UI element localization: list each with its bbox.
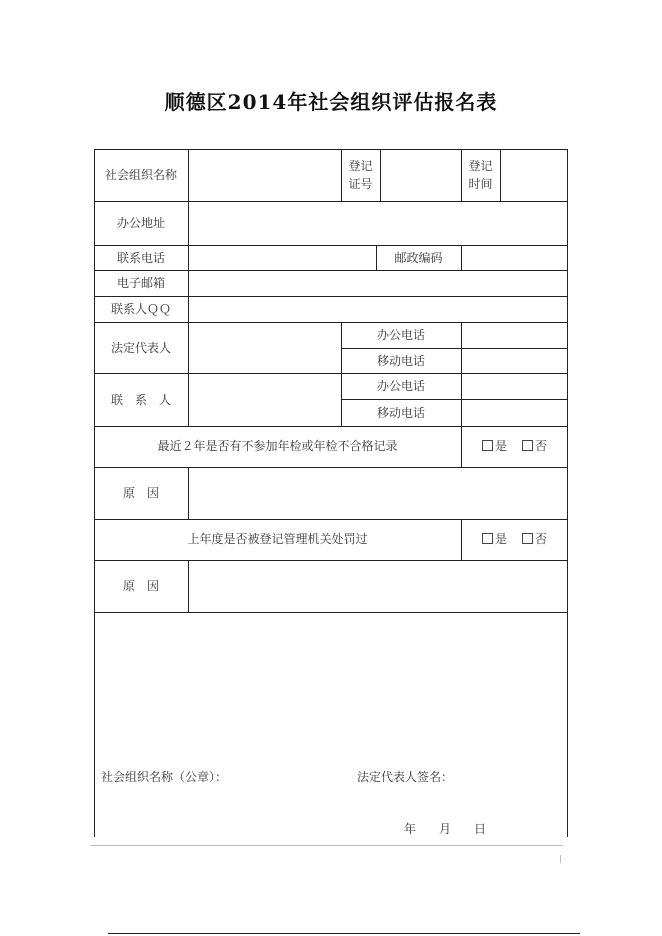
contact-phone-label: 联系电话 <box>116 251 165 265</box>
legal-rep-label: 法定代表人 <box>110 341 171 355</box>
legal-rep-sign-label: 法定代表人签名： <box>357 770 454 784</box>
reg-time-label-line2: 时间 <box>468 177 493 191</box>
reg-time-field[interactable] <box>501 150 567 201</box>
office-phone-label-2: 办公电话 <box>376 379 425 393</box>
contact-qq-label: 联系人ＱＱ <box>110 302 171 316</box>
penalty-no-option[interactable]: 否 <box>522 530 547 548</box>
email-label: 电子邮箱 <box>116 276 165 290</box>
date-day-label: 日 <box>474 822 487 836</box>
mobile-phone-field[interactable] <box>462 349 567 373</box>
date-month-label: 月 <box>439 822 452 836</box>
org-name-label: 社会组织名称 <box>104 168 177 182</box>
reason-field-1[interactable] <box>189 468 567 519</box>
legal-rep-field[interactable] <box>189 323 341 373</box>
mobile-phone-label-2: 移动电话 <box>376 406 425 420</box>
annual-check-question: 最近２年是否有不参加年检或年检不合格记录 <box>157 439 398 453</box>
mobile-phone-field-2[interactable] <box>462 400 567 426</box>
email-field[interactable] <box>189 271 567 296</box>
annual-check-no-option[interactable]: 否 <box>522 437 547 455</box>
mobile-phone-label: 移动电话 <box>376 354 425 368</box>
reg-no-label-line1: 登记 <box>348 159 373 173</box>
checkbox-icon[interactable] <box>482 533 493 544</box>
checkbox-icon[interactable] <box>522 440 533 451</box>
contact-phone-field[interactable] <box>189 246 376 270</box>
office-address-label: 办公地址 <box>116 216 165 230</box>
reg-time-label-line1: 登记 <box>468 159 493 173</box>
org-name-field[interactable] <box>189 150 341 201</box>
signature-area[interactable] <box>95 613 567 837</box>
reason-field-2[interactable] <box>189 561 567 612</box>
annual-check-yes-option[interactable]: 是 <box>482 437 507 455</box>
contact-person-label: 联 系 人 <box>110 393 171 407</box>
penalty-question: 上年度是否被登记管理机关处罚过 <box>187 532 368 546</box>
postal-code-field[interactable] <box>462 246 567 270</box>
office-phone-field-2[interactable] <box>462 374 567 399</box>
contact-person-field[interactable] <box>189 374 341 426</box>
checkbox-icon[interactable] <box>482 440 493 451</box>
office-address-field[interactable] <box>189 202 567 245</box>
office-phone-label: 办公电话 <box>376 328 425 342</box>
date-year-label: 年 <box>404 822 417 836</box>
contact-qq-field[interactable] <box>189 297 567 322</box>
reg-no-field[interactable] <box>381 150 461 201</box>
checkbox-icon[interactable] <box>522 533 533 544</box>
reg-no-label-line2: 证号 <box>348 177 373 191</box>
penalty-yes-option[interactable]: 是 <box>482 530 507 548</box>
reason-label-2: 原 因 <box>122 579 159 593</box>
office-phone-field[interactable] <box>462 323 567 348</box>
postal-code-label: 邮政编码 <box>394 251 443 265</box>
page-title: 顺德区2014年社会组织评估报名表 <box>164 90 498 114</box>
org-seal-label: 社会组织名称（公章）： <box>101 770 228 784</box>
reason-label-1: 原 因 <box>122 486 159 500</box>
